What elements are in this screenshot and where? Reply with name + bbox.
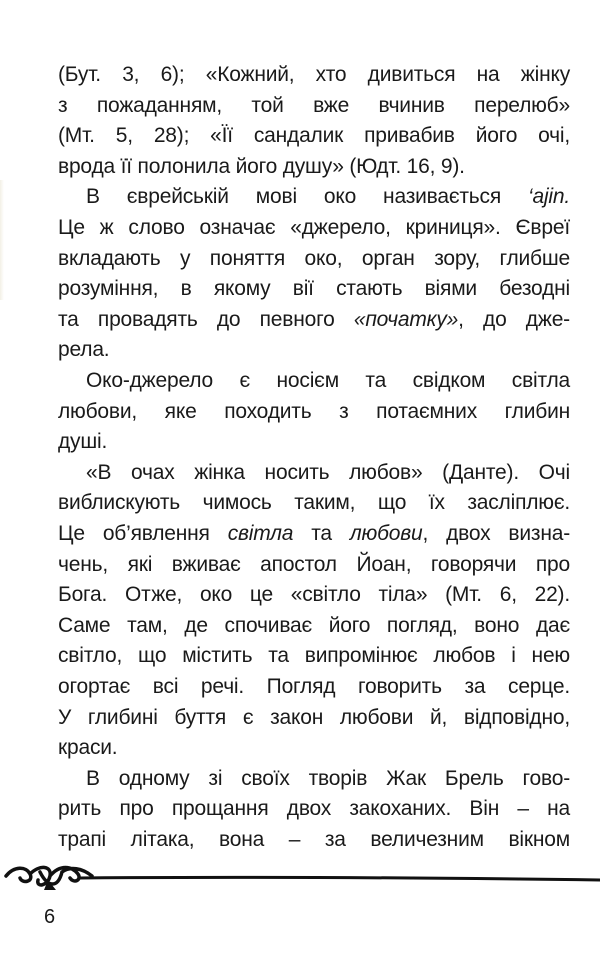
text-line [86, 458, 570, 488]
text-segment: Саме там, де спочиває його погляд, воно дає [58, 613, 570, 637]
text-line [58, 91, 570, 121]
text-segment: рела. [58, 338, 110, 362]
text-line [58, 703, 570, 733]
text-segment: розуміння, в якому вії стають віями безодні [58, 277, 570, 301]
text-segment: У глибині буття є закон любови й, відповідно, [58, 705, 570, 729]
text-segment: світло, що містить та випромінює любов і нею [58, 644, 570, 668]
text-line [58, 580, 570, 610]
text-line [58, 794, 570, 824]
page-number: 6 [44, 906, 56, 928]
text-segment: краси. [58, 736, 118, 760]
text-line [58, 641, 570, 671]
text-line [58, 213, 570, 243]
italic-text: любови [349, 522, 423, 545]
text-line [58, 733, 570, 763]
page-binding-shadow [0, 180, 4, 300]
text-line [58, 305, 570, 335]
text-line [58, 427, 570, 457]
text-line [58, 611, 570, 641]
text-segment: огортає всі речі. Погляд говорить за серце. [58, 675, 570, 698]
text-line [86, 366, 570, 396]
text-line [58, 825, 570, 855]
text-segment: з пожаданням, той вже вчинив перелюб» [58, 93, 570, 117]
text-segment: виблискують чимось таким, що їх засліплює. [58, 491, 570, 515]
italic-text: світла [227, 522, 294, 545]
italic-text: ‘ajin. [528, 185, 570, 209]
text-segment: та [293, 522, 350, 545]
text-line [58, 519, 570, 549]
text-segment: любови, яке походить з потаємних глибин [58, 399, 570, 423]
text-segment: врода її полонила його душу» (Юдт. 16, 9). [58, 154, 465, 178]
text-segment: Бога. Отже, око це «світло тіла» (Мт. 6, 22). [58, 583, 570, 607]
text-line [58, 274, 570, 304]
text-segment: рить про прощання двох закоханих. Він – на [58, 797, 570, 821]
text-segment: трапі літака, вона – за величезним вікном [58, 828, 570, 851]
text-segment: «В очах жінка носить любов» (Данте). Очі [86, 460, 570, 484]
text-segment: Це ж слово означає «джерело, криниця». Євреї [58, 216, 570, 239]
text-segment: В одному зі своїх творів Жак Брель гово- [86, 766, 570, 790]
text-line [58, 60, 570, 90]
text-line [86, 764, 570, 794]
text-line [58, 244, 570, 274]
text-line [58, 488, 570, 518]
text-segment: чень, які вживає апостол Йоан, говорячи про [58, 552, 570, 576]
text-segment: вкладають у поняття око, орган зору, глибше [58, 246, 570, 270]
text-line [58, 397, 570, 427]
text-segment: , до дже- [458, 307, 570, 331]
text-segment: Це об’явлення [58, 522, 228, 545]
text-segment: (Мт. 5, 28); «Її сандалик привабив його очі, [58, 124, 570, 148]
text-line [86, 182, 570, 212]
text-segment: , двох визна- [422, 522, 571, 545]
italic-text: «початку» [353, 307, 459, 331]
text-line [58, 152, 570, 182]
text-line [58, 335, 570, 365]
text-segment: душі. [58, 430, 108, 454]
text-line [58, 672, 570, 702]
text-segment: (Бут. 3, 6); «Кожний, хто дивиться на жінку [58, 63, 570, 86]
text-line [58, 121, 570, 151]
text-line [58, 550, 570, 580]
ornament-divider-icon [0, 858, 600, 894]
text-segment: та провадять до певного [58, 307, 354, 331]
text-segment: Око-джерело є носієм та свідком світла [86, 369, 570, 392]
text-segment: В єврейській мові око називається [86, 185, 528, 209]
